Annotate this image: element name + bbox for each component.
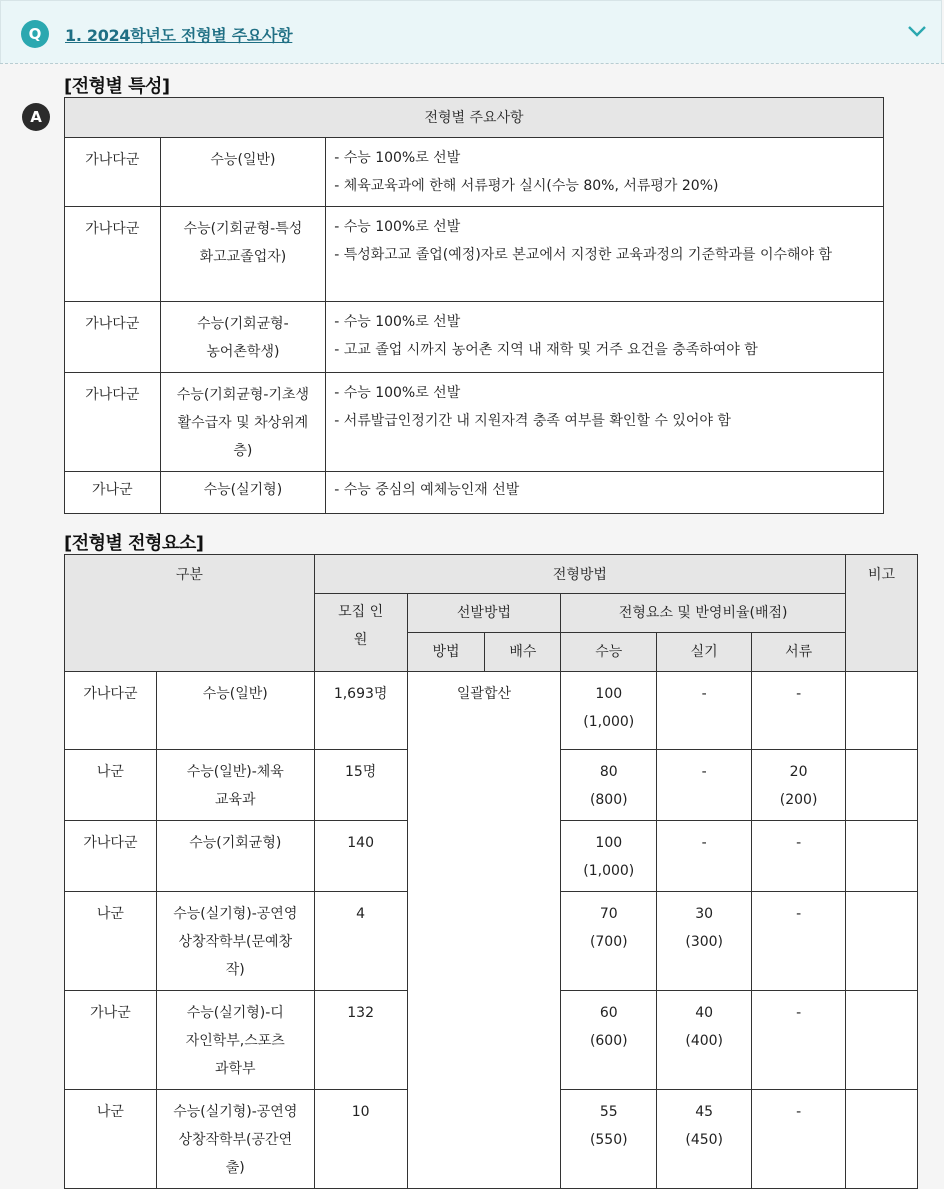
admission-type-cell: 수능(실기형)-공연영상창작학부(공간연출) [156, 1090, 314, 1189]
note-cell [846, 892, 918, 991]
elements-table [64, 554, 918, 1189]
practical-cell: 45 (450) [657, 1090, 752, 1189]
practical-cell: - [657, 821, 752, 892]
group-cell: 가나다군 [65, 672, 157, 750]
admission-type-cell: 수능(일반) [156, 672, 314, 750]
table-row [65, 472, 884, 514]
admission-type-cell: 수능(기회균형) [156, 821, 314, 892]
suneung-cell: 70 (700) [561, 892, 657, 991]
admission-type-cell: 수능(일반)-체육교육과 [156, 750, 314, 821]
chevron-down-icon[interactable] [907, 23, 927, 39]
documents-cell: - [752, 1090, 846, 1189]
practical-cell: 30 (300) [657, 892, 752, 991]
table-row [65, 207, 884, 302]
group-cell: 나군 [65, 750, 157, 821]
documents-cell: - [752, 991, 846, 1090]
description-cell [326, 207, 884, 302]
header-documents: 서류 [752, 633, 846, 672]
count-cell: 4 [314, 892, 407, 991]
suneung-cell: 60 (600) [561, 991, 657, 1090]
question-title-link[interactable]: 1. 2024학년도 전형별 주요사항 [65, 26, 293, 45]
description-line: - 서류발급인정기간 내 지원자격 충족 여부를 확인할 수 있어야 함 [334, 413, 731, 429]
description-line: - 고교 졸업 시까지 농어촌 지역 내 재학 및 거주 요건을 충족하여야 함 [334, 342, 758, 358]
note-cell [846, 672, 918, 750]
header-recruit: 모집 인원 [314, 594, 407, 672]
header-division: 구분 [65, 555, 315, 672]
description-line: - 체육교육과에 한해 서류평가 실시(수능 80%, 서류평가 20%) [334, 178, 719, 194]
description-cell [326, 302, 884, 373]
practical-cell: - [657, 672, 752, 750]
admission-type-cell: 수능(실기형)-공연영상창작학부(문예창작) [156, 892, 314, 991]
header-multiple: 배수 [485, 633, 561, 672]
divider [0, 63, 944, 64]
description-line: - 수능 100%로 선발 [334, 219, 461, 235]
question-header[interactable] [0, 0, 942, 63]
characteristics-table-header: 전형별 주요사항 [65, 98, 884, 138]
group-cell: 가나다군 [65, 302, 161, 373]
suneung-cell: 100 (1,000) [561, 821, 657, 892]
note-cell [846, 821, 918, 892]
description-line: - 수능 100%로 선발 [334, 314, 461, 330]
table-row [65, 302, 884, 373]
note-cell [846, 1090, 918, 1189]
group-cell: 가나다군 [65, 207, 161, 302]
description-cell [326, 138, 884, 207]
documents-cell: - [752, 821, 846, 892]
table-row [65, 138, 884, 207]
group-cell: 나군 [65, 1090, 157, 1189]
description-cell [326, 373, 884, 472]
table-row [65, 373, 884, 472]
header-how: 방법 [407, 633, 485, 672]
section-heading-elements: [전형별 전형요소] [64, 533, 204, 554]
count-cell: 140 [314, 821, 407, 892]
description-line: - 수능 100%로 선발 [334, 150, 461, 166]
count-cell: 15명 [314, 750, 407, 821]
admission-type-cell: 수능(기회균형-특성화고교졸업자) [160, 207, 326, 302]
answer-badge: A [22, 103, 50, 131]
count-cell: 132 [314, 991, 407, 1090]
note-cell [846, 991, 918, 1090]
count-cell: 1,693명 [314, 672, 407, 750]
admission-type-cell: 수능(실기형)-디자인학부,스포츠과학부 [156, 991, 314, 1090]
group-cell: 가나다군 [65, 373, 161, 472]
description-line: - 수능 중심의 예체능인재 선발 [334, 482, 520, 498]
header-note: 비고 [846, 555, 918, 672]
group-cell: 가나다군 [65, 821, 157, 892]
header-suneung: 수능 [561, 633, 657, 672]
header-selection: 선발방법 [407, 594, 561, 633]
admission-type-cell: 수능(일반) [160, 138, 326, 207]
header-method: 전형방법 [314, 555, 845, 594]
suneung-cell: 100 (1,000) [561, 672, 657, 750]
documents-cell: - [752, 892, 846, 991]
description-cell [326, 472, 884, 514]
selection-method-cell: 일괄합산 [407, 672, 561, 1189]
suneung-cell: 80 (800) [561, 750, 657, 821]
practical-cell: - [657, 750, 752, 821]
question-badge: Q [21, 20, 49, 48]
group-cell: 가나군 [65, 991, 157, 1090]
documents-cell: 20 (200) [752, 750, 846, 821]
table-row [65, 672, 918, 750]
description-line: - 특성화고교 졸업(예정)자로 본교에서 지정한 교육과정의 기준학과를 이수해야 함 [334, 247, 833, 263]
admission-type-cell: 수능(기회균형-농어촌학생) [160, 302, 326, 373]
header-elements: 전형요소 및 반영비율(배점) [561, 594, 846, 633]
description-line: - 수능 100%로 선발 [334, 385, 461, 401]
admission-type-cell: 수능(기회균형-기초생활수급자 및 차상위계층) [160, 373, 326, 472]
admission-type-cell: 수능(실기형) [160, 472, 326, 514]
header-practical: 실기 [657, 633, 752, 672]
group-cell: 가나군 [65, 472, 161, 514]
group-cell: 나군 [65, 892, 157, 991]
note-cell [846, 750, 918, 821]
documents-cell: - [752, 672, 846, 750]
group-cell: 가나다군 [65, 138, 161, 207]
characteristics-table [64, 97, 884, 514]
section-heading-characteristics: [전형별 특성] [64, 76, 170, 97]
suneung-cell: 55 (550) [561, 1090, 657, 1189]
practical-cell: 40 (400) [657, 991, 752, 1090]
count-cell: 10 [314, 1090, 407, 1189]
